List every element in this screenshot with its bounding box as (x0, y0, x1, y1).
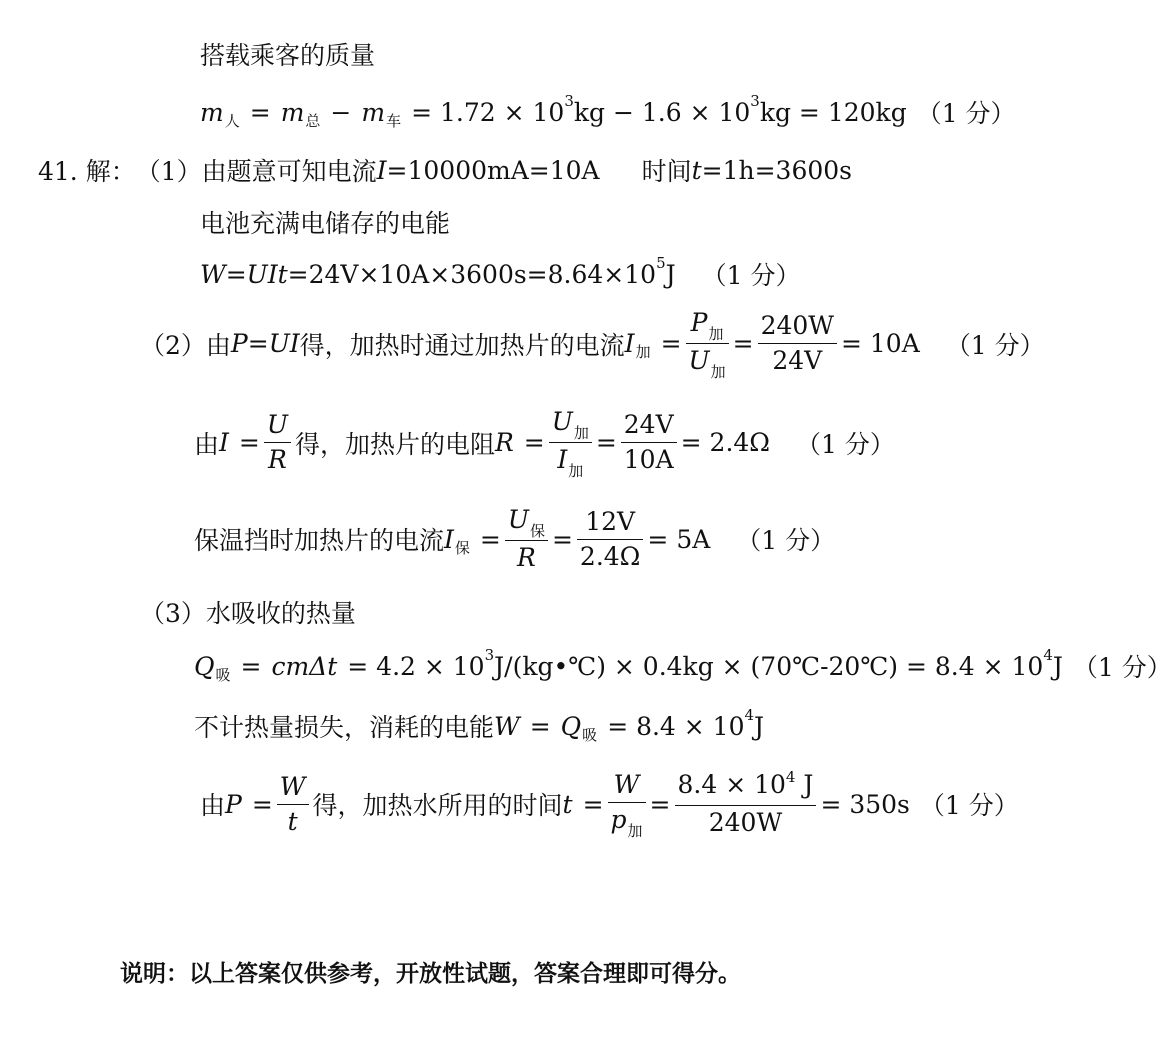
equals: = (595, 428, 617, 457)
sub-jia: 加 (627, 822, 643, 840)
var-Q: Q (560, 711, 582, 741)
exp: 4 (1043, 646, 1053, 664)
var-I: I (624, 329, 635, 358)
var-P: P (225, 789, 242, 819)
var-t: t (691, 155, 702, 185)
heat-equation (194, 648, 1172, 684)
exp: 4 (785, 768, 796, 786)
numerator: 240W (760, 311, 834, 340)
equals: = (582, 789, 604, 819)
exp: 3 (750, 92, 760, 110)
mass-heading-text: 搭载乘客的质量 (200, 41, 376, 70)
numerator: 24V (623, 410, 674, 439)
heating-current-equation (140, 306, 1045, 381)
keep-warm-text: 保温挡时加热片的电流 (194, 526, 445, 555)
fraction-U-over-R (264, 408, 291, 477)
equals: = (479, 524, 501, 554)
energy-calc: =24V×10A×3600s=8.64×10 (287, 259, 657, 289)
equals: = (240, 651, 262, 681)
q41-line (38, 152, 852, 188)
numerator: 8.4 × 10 (677, 770, 786, 799)
var-I: I (219, 428, 229, 457)
fraction-W-over-pjia (608, 768, 646, 840)
heat-calc-2: J/(kg•℃) × 0.4kg × (70℃-20℃) = 8.4 × 10 (494, 651, 1044, 681)
sub-bao: 保 (454, 538, 470, 557)
part2-text: 得，加热时通过加热片的电流 (299, 330, 625, 360)
var-U: U (688, 346, 710, 375)
denominator: 2.4Ω (579, 541, 641, 571)
score: （1 分） (945, 330, 1045, 360)
unit: J (754, 711, 765, 741)
score: （1 分） (919, 791, 1019, 820)
equals: = (247, 329, 269, 358)
part3-text: 水吸收的热量 (205, 599, 356, 628)
var-P: P (690, 308, 708, 337)
var-t: t (562, 789, 573, 819)
heat-calc-1: = 4.2 × 10 (347, 651, 485, 681)
part-label: （2） (140, 330, 206, 360)
var-R: R (267, 445, 287, 474)
var-R: R (517, 543, 536, 572)
fraction-values (577, 505, 644, 574)
battery-line (200, 204, 450, 240)
exp: 4 (744, 706, 755, 724)
time-value: =1h=3600s (701, 155, 853, 185)
consume-text: 不计热量损失，消耗的电能 (194, 713, 495, 742)
var-W: W (613, 770, 640, 799)
equals: = (251, 789, 273, 819)
fraction-values (675, 768, 817, 840)
unit: J (795, 770, 814, 799)
time-text: 得，加热水所用的时间 (312, 791, 563, 820)
denominator: 240W (708, 808, 783, 837)
fraction-P-over-U (686, 306, 729, 381)
var-UIt: UIt (246, 259, 288, 289)
resistance-equation (194, 405, 895, 480)
text-by: 由 (205, 330, 231, 360)
var-W: W (200, 259, 226, 289)
sub-zong: 总 (305, 111, 321, 130)
fraction-W-over-t (277, 770, 309, 839)
keep-warm-current-equation (194, 503, 835, 575)
var-U: U (266, 410, 288, 439)
numerator: 12V (585, 506, 636, 536)
question-number: 41. 解： (38, 157, 136, 186)
result: = 10A (841, 329, 920, 358)
fraction-values (758, 309, 837, 378)
var-I: I (557, 445, 568, 474)
mass-equation (200, 94, 1016, 130)
var-m: m (361, 97, 386, 127)
footer-note (120, 955, 741, 988)
mass-heading (200, 36, 375, 72)
score: （1 分） (1072, 653, 1172, 682)
result: = 5A (647, 524, 711, 554)
note-text: 说明：以上答案仅供参考，开放性试题，答案合理即可得分。 (120, 961, 741, 987)
equals: = (551, 524, 573, 554)
var-U: U (507, 505, 529, 534)
current-value: =10000mA=10A (386, 155, 600, 185)
var-U: U (551, 407, 573, 436)
sub-ren: 人 (224, 111, 240, 130)
equals: = (523, 428, 545, 457)
sub-jia: 加 (568, 462, 584, 480)
unit: J (1052, 651, 1063, 681)
var-m: m (280, 97, 305, 127)
exp: 5 (656, 254, 666, 272)
result: = 350s (820, 789, 910, 819)
var-UI: UI (268, 329, 300, 358)
mass-calc-2: kg − 1.6 × 10 (573, 97, 751, 127)
exp: 3 (564, 92, 574, 110)
part-label: （3） (140, 599, 206, 628)
sub-jia: 加 (708, 325, 724, 343)
score: （1 分） (796, 429, 895, 459)
equals: = (732, 329, 754, 358)
var-R: R (494, 428, 514, 457)
part3-line (140, 594, 356, 630)
var-p: p (610, 805, 627, 834)
sub-xi: 吸 (215, 665, 231, 684)
sub-bao: 保 (529, 522, 545, 540)
part1-text: 由题意可知电流 (201, 157, 377, 186)
equals: = (529, 711, 551, 741)
var-W: W (494, 711, 520, 741)
sub-jia: 加 (635, 343, 651, 361)
equals: = (660, 329, 682, 358)
exp: 3 (484, 646, 495, 664)
sub-jia: 加 (710, 363, 726, 381)
var-P: P (230, 329, 248, 358)
equals: = (649, 789, 671, 819)
equals: = (249, 97, 271, 127)
sub-che: 车 (386, 111, 402, 130)
text-by: 由 (200, 791, 226, 820)
var-Q: Q (194, 651, 215, 681)
time-text: 时间 (641, 157, 692, 186)
equals: = (238, 428, 260, 457)
score: （1 分） (916, 99, 1016, 128)
consume-calc: = 8.4 × 10 (607, 711, 745, 741)
denominator: 24V (772, 346, 823, 375)
var-m: m (200, 97, 224, 127)
score: （1 分） (701, 261, 801, 290)
fraction-values (621, 408, 677, 477)
fraction-Ubao-over-R (505, 503, 548, 575)
var-cmdt: cmΔt (271, 651, 338, 681)
var-W: W (279, 771, 306, 801)
battery-text: 电池充满电储存的电能 (200, 209, 451, 238)
score: （1 分） (736, 526, 836, 555)
var-I: I (444, 524, 454, 554)
unit: J (665, 259, 676, 289)
energy-equation (200, 256, 801, 292)
mass-calc-3: kg = 120kg (759, 97, 907, 127)
var-I: I (376, 155, 387, 185)
denominator: 10A (623, 445, 674, 474)
part-label: （1） (135, 157, 202, 186)
resistance-text: 得，加热片的电阻 (294, 429, 495, 459)
text-by: 由 (194, 429, 220, 459)
equals: = (225, 259, 247, 289)
minus: − (330, 97, 352, 127)
sub-jia: 加 (573, 424, 589, 442)
time-equation (200, 768, 1019, 840)
mass-calc-1: = 1.72 × 10 (411, 97, 565, 127)
result: = 2.4Ω (680, 428, 771, 457)
consume-equation (194, 708, 764, 744)
fraction-Ujia-over-Ijia (549, 405, 592, 480)
var-t: t (287, 806, 298, 836)
sub-xi: 吸 (582, 725, 598, 744)
